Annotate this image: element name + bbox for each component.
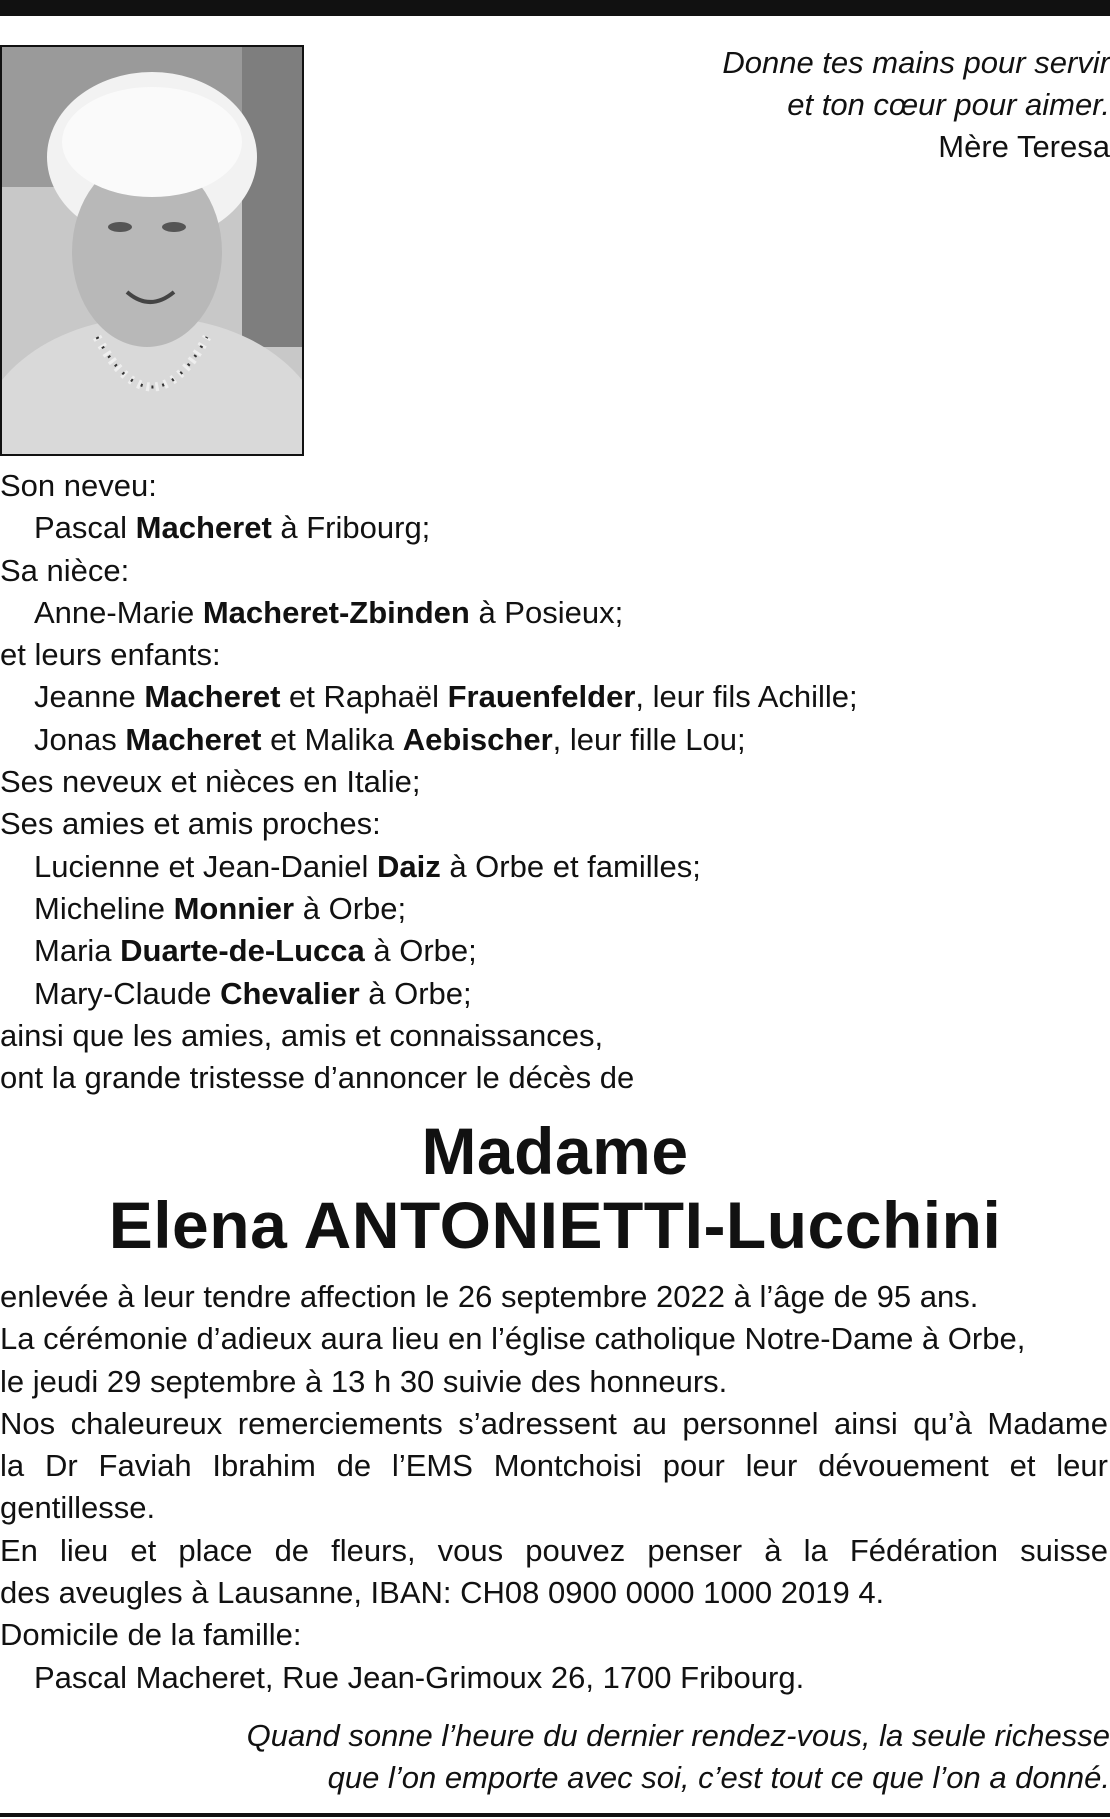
details-line-3: le jeudi 29 septembre à 13 h 30 suivie des honneurs. — [0, 1363, 728, 1399]
nephew-label: Son neveu: — [0, 468, 157, 503]
friend1-last-name: Daiz — [376, 848, 441, 884]
friend-entry-3 — [0, 930, 1100, 972]
opening-quote — [510, 42, 1110, 168]
friend1-place: à Orbe et familles; — [440, 848, 701, 884]
deceased-title: Madame — [421, 1114, 689, 1188]
opening-quote-line-2: et ton cœur pour aimer. — [787, 87, 1110, 122]
family-announcement — [0, 465, 1100, 1099]
niece-place: à Posieux; — [469, 594, 624, 630]
child2-first-name: Jonas — [34, 721, 126, 757]
details-line-6: gentillesse. — [0, 1490, 156, 1526]
child1-partner-last-name: Frauenfelder — [447, 679, 636, 715]
child1-partner-first-name: et Raphaël — [280, 679, 448, 715]
friend-entry-2 — [0, 888, 1100, 930]
details-line-4: Nos chaleureux remerciements s’adressent au personnel ainsi qu’à Madame — [0, 1405, 1108, 1441]
friend2-place: à Orbe; — [294, 890, 407, 926]
child-entry-1 — [0, 676, 1100, 718]
child-entry-2 — [0, 719, 1100, 761]
niece-first-name: Anne-Marie — [34, 594, 203, 630]
details-line-9: Domicile de la famille: — [0, 1617, 302, 1653]
friend2-last-name: Monnier — [173, 890, 295, 926]
friend4-last-name: Chevalier — [220, 975, 360, 1011]
details-line-5: la Dr Faviah Ibrahim de l’EMS Montchoisi pour leur dévouement et leur — [0, 1448, 1108, 1484]
child2-rest: , leur fille Lou; — [552, 721, 746, 757]
opening-quote-line-1: Donne tes mains pour servir — [722, 45, 1110, 80]
friend4-place: à Orbe; — [359, 975, 472, 1011]
friend3-first-name: Maria — [34, 933, 121, 969]
ceremony-details — [0, 1276, 1108, 1699]
child1-rest: , leur fils Achille; — [635, 679, 858, 715]
niece-last-name: Macheret-Zbinden — [202, 594, 470, 630]
child1-first-name: Jeanne — [34, 679, 145, 715]
deceased-name-block — [0, 1114, 1110, 1262]
top-rule — [0, 0, 1110, 16]
friend3-last-name: Duarte-de-Lucca — [120, 933, 365, 969]
details-line-8: des aveugles à Lausanne, IBAN: CH08 0900 0000 1000 2019 4. — [0, 1575, 885, 1611]
niece-label: Sa nièce: — [0, 552, 130, 588]
closing-quote-line-1: Quand sonne l’heure du dernier rendez-vous, la seule richesse — [246, 1718, 1110, 1753]
portrait-image-icon — [2, 47, 302, 454]
details-line-10: Pascal Macheret, Rue Jean-Grimoux 26, 1700 Fribourg. — [34, 1659, 805, 1695]
nephew-first-name: Pascal — [34, 510, 136, 546]
portrait-photo — [0, 45, 304, 456]
friend4-first-name: Mary-Claude — [34, 975, 221, 1011]
friend1-first-name: Lucienne et Jean-Daniel — [34, 848, 377, 884]
nephew-last-name: Macheret — [135, 510, 272, 546]
nephew-place: à Fribourg; — [271, 510, 431, 546]
child2-last-name: Macheret — [125, 721, 262, 757]
friend2-first-name: Micheline — [34, 890, 174, 926]
details-line-7: En lieu et place de fleurs, vous pouvez penser à la Fédération suisse — [0, 1532, 1108, 1568]
deceased-name: Elena ANTONIETTI-Lucchini — [108, 1188, 1002, 1262]
friend-entry-1 — [0, 846, 1100, 888]
niece-entry — [0, 592, 1100, 634]
details-line-1: enlevée à leur tendre affection le 26 septembre 2022 à l’âge de 95 ans. — [0, 1279, 979, 1314]
children-label: et leurs enfants: — [0, 637, 221, 673]
closing-quote — [110, 1715, 1110, 1799]
friend3-place: à Orbe; — [364, 933, 477, 969]
closing-line-2: ont la grande tristesse d’annoncer le décès de — [0, 1060, 635, 1096]
bottom-rule — [0, 1813, 1110, 1817]
closing-quote-line-2: que l’on emporte avec soi, c’est tout ce que l’on a donné. — [327, 1760, 1110, 1795]
opening-quote-author: Mère Teresa — [938, 129, 1110, 164]
child2-partner-first-name: et Malika — [261, 721, 403, 757]
italy-relatives: Ses neveux et nièces en Italie; — [0, 764, 421, 800]
child2-partner-last-name: Aebischer — [402, 721, 553, 757]
child1-last-name: Macheret — [144, 679, 281, 715]
nephew-entry — [0, 507, 1100, 549]
friends-label: Ses amies et amis proches: — [0, 806, 381, 842]
closing-line-1: ainsi que les amies, amis et connaissances, — [0, 1017, 604, 1053]
friend-entry-4 — [0, 973, 1100, 1015]
details-line-2: La cérémonie d’adieux aura lieu en l’église catholique Notre-Dame à Orbe, — [0, 1321, 1026, 1357]
